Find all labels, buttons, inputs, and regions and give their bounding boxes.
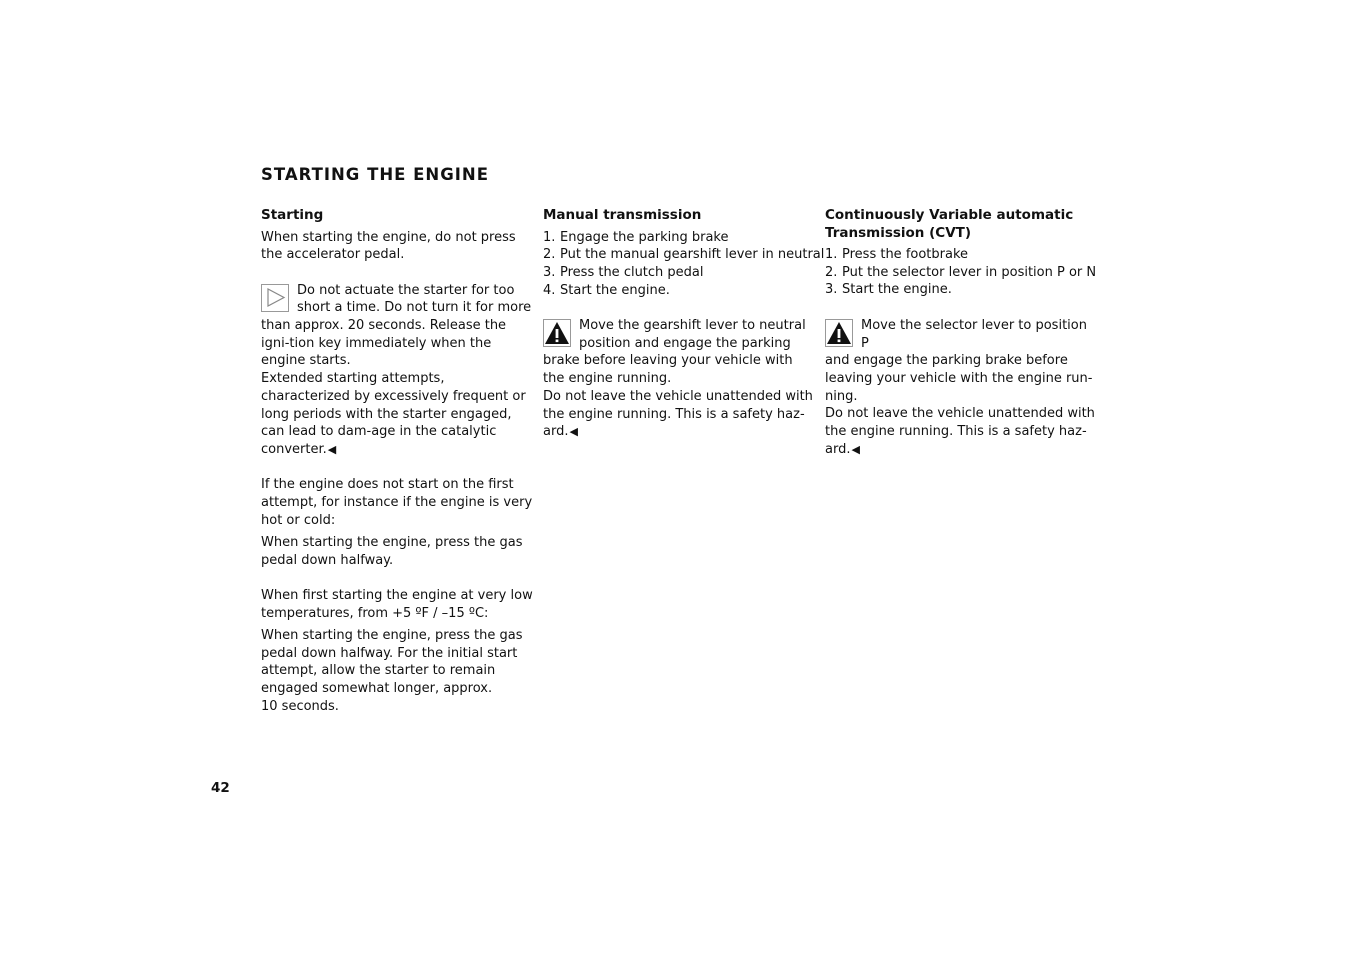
- warning-icon: [543, 319, 571, 347]
- end-of-section-icon: ◀: [569, 425, 578, 439]
- starter-note-line1: Do not actuate the starter for too: [297, 282, 515, 298]
- cvt-column: [825, 207, 1097, 458]
- hot-cold-condition: If the engine does not start on the first attempt, for instance if the engine is very hot or cold:: [261, 477, 533, 528]
- manual-warning: [543, 317, 815, 441]
- starting-heading: Starting: [261, 207, 324, 223]
- starter-note: [261, 282, 533, 459]
- low-temp-action-duration: 10 seconds.: [261, 698, 339, 714]
- end-of-section-icon: ◀: [327, 442, 337, 456]
- starting-intro: When starting the engine, do not press the accelerator pedal.: [261, 229, 516, 263]
- list-item: 3. Press the clutch pedal: [543, 264, 704, 280]
- cvt-warning-text: leaving your vehicle with the engine run-ning.: [825, 370, 1093, 404]
- cvt-warning: [825, 317, 1097, 459]
- warning-icon: [825, 319, 853, 347]
- list-item: 2. Put the manual gearshift lever in neutral: [543, 247, 825, 263]
- list-item: 3. Start the engine.: [825, 282, 952, 298]
- list-item: 4. Start the engine.: [543, 282, 670, 298]
- manual-warning-text: brake before leaving your vehicle with the engine running.: [543, 353, 793, 387]
- cvt-heading: Continuously Variable automatic Transmission (CVT): [825, 207, 1074, 241]
- cvt-warning-line1: Move the selector lever to position P: [861, 317, 1087, 351]
- list-item: 1. Engage the parking brake: [543, 229, 729, 245]
- low-temp-action: When starting the engine, press the gas pedal down halfway. For the initial start attempt, allow the starter to remain engaged somewhat longer, approx.: [261, 627, 523, 697]
- manual-warning-line2: position and engage the parking: [579, 335, 791, 351]
- manual-steps: [543, 229, 825, 300]
- starter-note-extra: Extended starting attempts, characterized by excessively frequent or long periods with the starter engaged, can lead to dam-age in the catalytic converter.: [261, 371, 526, 457]
- manual-warning-extra: Do not leave the vehicle unattended with the engine running. This is a safety haz-ard.: [543, 388, 813, 440]
- list-item: 1. Press the footbrake: [825, 247, 969, 262]
- cvt-warning-line2: and engage the parking brake before: [825, 353, 1068, 369]
- note-triangle-icon: [261, 284, 289, 312]
- cvt-steps: [825, 246, 1097, 299]
- hot-cold-action: When starting the engine, press the gas pedal down halfway.: [261, 534, 523, 568]
- starter-note-text: than approx. 20 seconds. Release the igni-tion key immediately when the engine starts.: [261, 318, 507, 369]
- list-item: 2. Put the selector lever in position P or N: [825, 264, 1097, 280]
- low-temp-condition: When first starting the engine at very low temperatures, from +5 ºF / –15 ºC:: [261, 588, 533, 621]
- page-number: 42: [211, 780, 230, 796]
- manual-column: [543, 207, 825, 441]
- starting-column: [261, 207, 533, 715]
- page-title: STARTING THE ENGINE: [261, 165, 490, 184]
- starter-note-line2: short a time. Do not turn it for more: [297, 300, 532, 316]
- end-of-section-icon: ◀: [851, 442, 860, 456]
- manual-warning-line1: Move the gearshift lever to neutral: [579, 318, 806, 333]
- manual-heading: Manual transmission: [543, 207, 702, 223]
- cvt-warning-extra: Do not leave the vehicle unattended with the engine running. This is a safety haz-ard.: [825, 406, 1095, 457]
